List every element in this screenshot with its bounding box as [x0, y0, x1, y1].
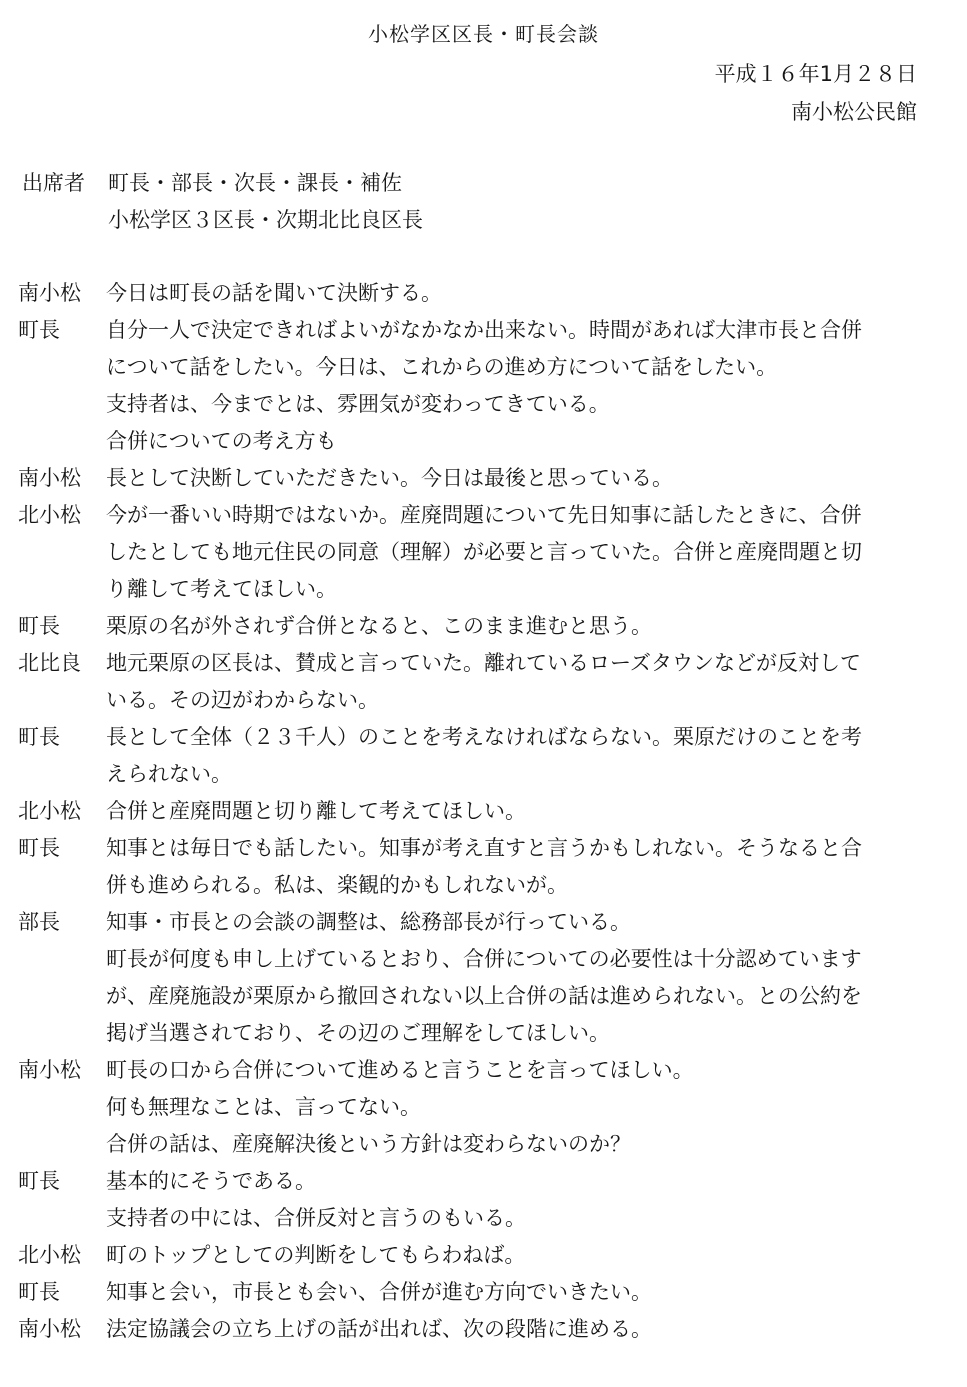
transcript-entry	[18, 1237, 920, 1274]
speech-line: り離して考えてほしい。	[106, 577, 337, 601]
speaker-label: 北小松	[18, 1243, 81, 1267]
speech-text	[106, 645, 920, 719]
speech-line: 地元栗原の区長は、賛成と言っていた。離れているローズタウンなどが反対して	[106, 651, 861, 675]
meeting-date: 平成１６年1月２８日	[714, 62, 917, 86]
transcript-entry	[18, 608, 920, 645]
speech-line: 支持者は、今までとは、雰囲気が変わってきている。	[106, 392, 610, 416]
speech-line: 知事とは毎日でも話したい。知事が考え直すと言うかもしれない。そうなると合	[106, 836, 862, 860]
speaker-label: 町長	[18, 836, 60, 860]
transcript-entry	[18, 1274, 920, 1311]
speech-text	[106, 460, 920, 497]
transcript-entry	[18, 312, 920, 460]
speaker-label: 北小松	[18, 799, 81, 823]
speech-line: 支持者の中には、合併反対と言うのもいる。	[106, 1206, 526, 1230]
speaker-label: 北小松	[18, 503, 81, 527]
speech-line: 合併の話は、産廃解決後という方針は変わらないのか？	[106, 1132, 631, 1156]
speaker-label: 南小松	[18, 466, 81, 490]
transcript-entry	[18, 1052, 920, 1163]
speaker-label: 南小松	[18, 281, 81, 305]
speech-line: 基本的にそうである。	[106, 1169, 316, 1193]
speaker-label: 町長	[18, 1169, 60, 1193]
speech-line: 合併についての考え方も	[106, 429, 337, 453]
speech-line: したとしても地元住民の同意（理解）が必要と言っていた。合併と産廃問題と切	[106, 540, 862, 564]
speech-text	[106, 1274, 920, 1311]
speech-line: いる。その辺がわからない。	[106, 688, 379, 712]
transcript-entry	[18, 645, 920, 719]
speaker-label: 北比良	[18, 651, 81, 675]
speech-line: 長として決断していただきたい。今日は最後と思っている。	[106, 466, 673, 490]
transcript-entry	[18, 275, 920, 312]
speaker-label: 部長	[18, 910, 60, 934]
attendees-line: 町長・部長・次長・課長・補佐	[108, 171, 402, 195]
transcript-entry	[18, 460, 920, 497]
speech-line: 併も進められる。私は、楽観的かもしれないが。	[106, 873, 568, 897]
speech-line: 自分一人で決定できればよいがなかなか出来ない。時間があれば大津市長と合併	[106, 318, 862, 342]
speech-text	[106, 830, 920, 904]
speech-line: について話をしたい。今日は、これからの進め方について話をしたい。	[106, 355, 778, 379]
speech-text	[106, 1311, 920, 1348]
speech-line: 町長の口から合併について進めると言うことを言ってほしい。	[106, 1058, 694, 1082]
speech-line: 何も無理なことは、言ってない。	[106, 1095, 421, 1119]
attendees-label: 出席者	[22, 171, 85, 195]
attendees-line: 小松学区３区長・次期北比良区長	[108, 208, 423, 232]
speaker-label: 南小松	[18, 1058, 81, 1082]
attendees-row	[22, 202, 423, 239]
speech-line: 知事・市長との会談の調整は、総務部長が行っている。	[106, 910, 631, 934]
transcript-entry	[18, 904, 920, 1052]
attendees-section	[22, 165, 423, 239]
speech-text	[106, 1237, 920, 1274]
transcript-entry	[18, 719, 920, 793]
meeting-venue: 南小松公民館	[791, 100, 917, 124]
speech-line: 掲げ当選されており、その辺のご理解をしてほしい。	[106, 1021, 610, 1045]
document-title: 小松学区区長・町長会談	[368, 22, 599, 46]
speech-text	[106, 1163, 920, 1237]
speech-line: 知事と会い，市長とも会い、合併が進む方向でいきたい。	[106, 1280, 652, 1304]
speech-line: が、産廃施設が栗原から撤回されない以上合併の話は進められない。との公約を	[106, 984, 862, 1008]
speech-line: 栗原の名が外されず合併となると、このまま進むと思う。	[106, 614, 652, 638]
speech-text	[106, 497, 920, 608]
transcript	[18, 275, 920, 1348]
transcript-entry	[18, 497, 920, 608]
speaker-label: 町長	[18, 318, 60, 342]
transcript-entry	[18, 1163, 920, 1237]
speech-text	[106, 275, 920, 312]
speech-line: 町長が何度も申し上げているとおり、合併についての必要性は十分認めています	[106, 947, 862, 971]
speaker-label: 南小松	[18, 1317, 81, 1341]
attendees-label-spacer	[22, 202, 108, 239]
transcript-entry	[18, 793, 920, 830]
speech-text	[106, 793, 920, 830]
speech-text	[106, 904, 920, 1052]
speech-line: 町のトップとしての判断をしてもらわねば。	[106, 1243, 526, 1267]
speech-text	[106, 608, 920, 645]
speaker-label: 町長	[18, 725, 60, 749]
attendees-row	[22, 165, 423, 202]
transcript-entry	[18, 1311, 920, 1348]
speech-line: 今日は町長の話を聞いて決断する。	[106, 281, 442, 305]
speech-line: 法定協議会の立ち上げの話が出れば、次の段階に進める。	[106, 1317, 652, 1341]
speech-line: 長として全体（２３千人）のことを考えなければならない。栗原だけのことを考	[106, 725, 862, 749]
speech-line: 合併と産廃問題と切り離して考えてほしい。	[106, 799, 526, 823]
speaker-label: 町長	[18, 1280, 60, 1304]
speech-line: えられない。	[106, 762, 232, 786]
speaker-label: 町長	[18, 614, 60, 638]
speech-text	[106, 1052, 920, 1163]
speech-text	[106, 719, 920, 793]
speech-line: 今が一番いい時期ではないか。産廃問題について先日知事に話したときに、合併	[106, 503, 862, 527]
speech-text	[106, 312, 920, 460]
transcript-entry	[18, 830, 920, 904]
